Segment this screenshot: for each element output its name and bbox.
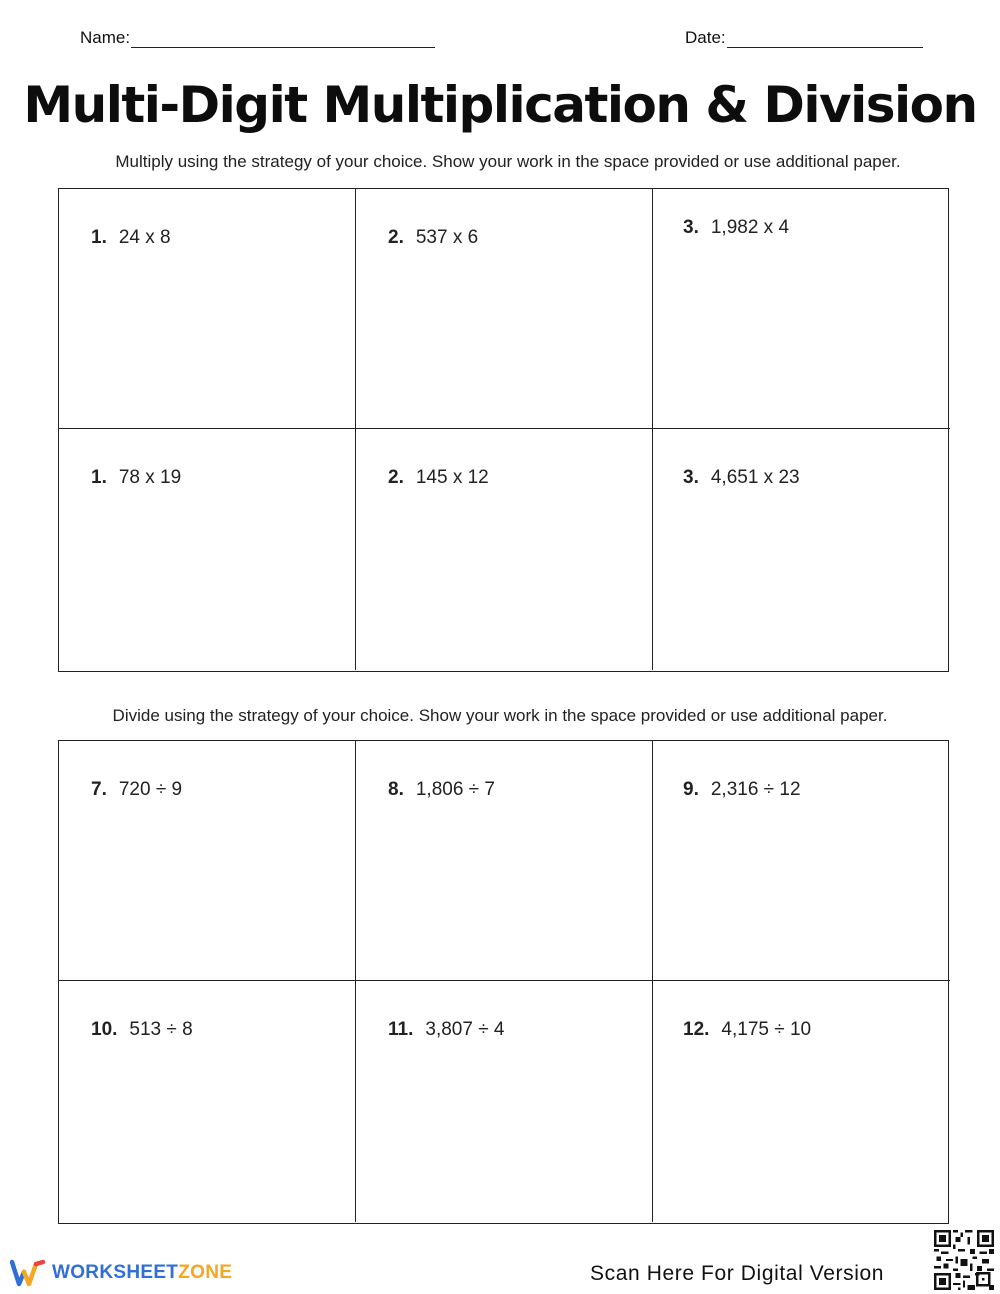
name-field[interactable] bbox=[80, 28, 435, 48]
brand-logo[interactable] bbox=[10, 1258, 232, 1288]
problem-expression: 4,175 ÷ 10 bbox=[721, 1019, 812, 1040]
name-label: Name: bbox=[80, 28, 131, 47]
multiplication-grid bbox=[58, 188, 949, 672]
brand-name bbox=[52, 1262, 232, 1284]
problem-number: 8. bbox=[388, 779, 404, 800]
problem-number: 10. bbox=[91, 1019, 118, 1040]
problem-cell[interactable] bbox=[59, 741, 356, 981]
problem-label bbox=[683, 1019, 811, 1041]
problem-label bbox=[683, 217, 789, 239]
problem-number: 3. bbox=[683, 467, 699, 488]
problem-expression: 3,807 ÷ 4 bbox=[425, 1019, 505, 1040]
problem-label bbox=[683, 467, 800, 489]
problem-number: 12. bbox=[683, 1019, 710, 1040]
qr-code-icon[interactable] bbox=[934, 1230, 994, 1290]
problem-number: 7. bbox=[91, 779, 107, 800]
brand-name-part2: ZONE bbox=[178, 1262, 233, 1283]
problem-cell[interactable] bbox=[653, 189, 950, 429]
division-instruction: Divide using the strategy of your choice. Show your work in the space provided or use additional paper. bbox=[112, 706, 888, 725]
problem-number: 2. bbox=[388, 467, 404, 488]
problem-cell[interactable] bbox=[356, 981, 653, 1222]
problem-expression: 2,316 ÷ 12 bbox=[710, 779, 801, 800]
problem-expression: 720 ÷ 9 bbox=[118, 779, 183, 800]
problem-expression: 1,982 x 4 bbox=[710, 217, 790, 238]
problem-number: 9. bbox=[683, 779, 699, 800]
problem-cell[interactable] bbox=[59, 981, 356, 1222]
problem-cell[interactable] bbox=[356, 429, 653, 670]
problem-number: 1. bbox=[91, 227, 107, 248]
problem-label bbox=[683, 779, 801, 801]
problem-cell[interactable] bbox=[356, 741, 653, 981]
problem-label bbox=[388, 467, 489, 489]
problem-number: 3. bbox=[683, 217, 699, 238]
problem-expression: 24 x 8 bbox=[118, 227, 171, 248]
problem-cell[interactable] bbox=[653, 429, 950, 670]
problem-expression: 4,651 x 23 bbox=[710, 467, 800, 488]
problem-expression: 537 x 6 bbox=[415, 227, 479, 248]
date-label: Date: bbox=[685, 28, 726, 47]
problem-label bbox=[91, 1019, 193, 1041]
problem-number: 1. bbox=[91, 467, 107, 488]
problem-number: 2. bbox=[388, 227, 404, 248]
worksheetzone-logo-icon bbox=[10, 1258, 46, 1288]
problem-expression: 1,806 ÷ 7 bbox=[415, 779, 495, 800]
brand-name-part1: WORKSHEET bbox=[52, 1262, 179, 1283]
problem-cell[interactable] bbox=[356, 189, 653, 429]
problem-expression: 145 x 12 bbox=[415, 467, 489, 488]
division-grid bbox=[58, 740, 949, 1224]
problem-cell[interactable] bbox=[653, 741, 950, 981]
problem-label bbox=[91, 467, 181, 489]
problem-label bbox=[388, 1019, 504, 1041]
date-blank-line[interactable] bbox=[727, 30, 923, 48]
problem-expression: 513 ÷ 8 bbox=[129, 1019, 193, 1040]
date-field[interactable] bbox=[685, 28, 923, 48]
page-title: Multi-Digit Multiplication & Division bbox=[23, 76, 977, 134]
problem-cell[interactable] bbox=[59, 429, 356, 670]
scan-caption: Scan Here For Digital Version bbox=[590, 1262, 885, 1285]
problem-number: 11. bbox=[388, 1019, 414, 1040]
problem-label bbox=[388, 779, 495, 801]
problem-label bbox=[91, 779, 182, 801]
problem-label bbox=[91, 227, 171, 249]
name-blank-line[interactable] bbox=[131, 30, 435, 48]
problem-cell[interactable] bbox=[59, 189, 356, 429]
multiplication-instruction: Multiply using the strategy of your choice. Show your work in the space provided or use additional paper. bbox=[115, 152, 901, 171]
problem-expression: 78 x 19 bbox=[118, 467, 182, 488]
problem-label bbox=[388, 227, 478, 249]
problem-cell[interactable] bbox=[653, 981, 950, 1222]
